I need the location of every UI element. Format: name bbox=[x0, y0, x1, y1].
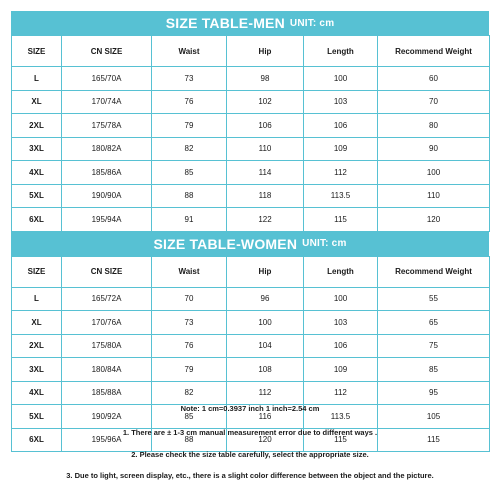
women-title-text: SIZE TABLE-WOMEN bbox=[153, 235, 298, 252]
cell-waist: 91 bbox=[152, 208, 227, 232]
unit-conversion-note: Note: 1 cm=0.3937 inch 1 inch=2.54 cm bbox=[180, 404, 320, 413]
cell-cn-size: 165/70A bbox=[62, 67, 152, 91]
cell-hip: 104 bbox=[227, 334, 304, 358]
cell-weight: 70 bbox=[378, 90, 490, 114]
table-row bbox=[12, 358, 490, 382]
women-unit-label: UNIT: cm bbox=[302, 238, 347, 249]
cell-waist: 70 bbox=[152, 287, 227, 311]
cell-length: 112 bbox=[304, 381, 378, 405]
cell-weight: 85 bbox=[378, 358, 490, 382]
cell-cn-size: 165/72A bbox=[62, 287, 152, 311]
cell-cn-size: 180/84A bbox=[62, 358, 152, 382]
measurement-error-note: 1. There are ± 1-3 cm manual measurement error due to different ways . bbox=[122, 428, 378, 437]
cell-length: 106 bbox=[304, 334, 378, 358]
cell-waist: 79 bbox=[152, 358, 227, 382]
cell-size: 3XL bbox=[12, 137, 62, 161]
table-row bbox=[12, 67, 490, 91]
cell-weight: 95 bbox=[378, 381, 490, 405]
size-chart bbox=[11, 11, 489, 452]
women-header-cn-size: CN SIZE bbox=[62, 256, 152, 287]
cell-waist: 82 bbox=[152, 137, 227, 161]
men-header-row bbox=[12, 36, 490, 67]
men-table-title bbox=[11, 11, 489, 35]
table-row bbox=[12, 311, 490, 335]
table-row bbox=[12, 114, 490, 138]
men-header-cn-size: CN SIZE bbox=[62, 36, 152, 67]
cell-weight: 60 bbox=[378, 67, 490, 91]
cell-cn-size: 180/82A bbox=[62, 137, 152, 161]
women-header-weight: Recommend Weight bbox=[378, 256, 490, 287]
men-size-table bbox=[11, 35, 490, 232]
cell-size: XL bbox=[12, 311, 62, 335]
color-difference-note: 3. Due to light, screen display, etc., there is a slight color difference between the object and the picture. bbox=[66, 471, 434, 480]
men-table-body bbox=[12, 67, 490, 232]
cell-cn-size: 195/96A bbox=[62, 428, 152, 452]
cell-waist: 85 bbox=[152, 405, 227, 429]
cell-waist: 76 bbox=[152, 334, 227, 358]
cell-hip: 98 bbox=[227, 67, 304, 91]
cell-size: 5XL bbox=[12, 184, 62, 208]
cell-weight: 55 bbox=[378, 287, 490, 311]
cell-waist: 85 bbox=[152, 161, 227, 185]
men-header-size: SIZE bbox=[12, 36, 62, 67]
cell-hip: 108 bbox=[227, 358, 304, 382]
cell-weight: 115 bbox=[378, 428, 490, 452]
cell-hip: 120 bbox=[227, 428, 304, 452]
cell-size: XL bbox=[12, 90, 62, 114]
cell-length: 100 bbox=[304, 287, 378, 311]
cell-hip: 102 bbox=[227, 90, 304, 114]
cell-hip: 96 bbox=[227, 287, 304, 311]
cell-weight: 100 bbox=[378, 161, 490, 185]
cell-cn-size: 185/88A bbox=[62, 381, 152, 405]
cell-size: 4XL bbox=[12, 381, 62, 405]
table-row bbox=[12, 208, 490, 232]
cell-size: 6XL bbox=[12, 428, 62, 452]
cell-hip: 110 bbox=[227, 137, 304, 161]
cell-length: 106 bbox=[304, 114, 378, 138]
cell-cn-size: 175/78A bbox=[62, 114, 152, 138]
table-row bbox=[12, 137, 490, 161]
women-table-body bbox=[12, 287, 490, 452]
cell-cn-size: 195/94A bbox=[62, 208, 152, 232]
cell-size: 2XL bbox=[12, 114, 62, 138]
cell-length: 100 bbox=[304, 67, 378, 91]
cell-length: 109 bbox=[304, 137, 378, 161]
table-row bbox=[12, 184, 490, 208]
cell-size: 6XL bbox=[12, 208, 62, 232]
women-header-size: SIZE bbox=[12, 256, 62, 287]
cell-waist: 82 bbox=[152, 381, 227, 405]
cell-length: 103 bbox=[304, 311, 378, 335]
table-row bbox=[12, 334, 490, 358]
cell-hip: 122 bbox=[227, 208, 304, 232]
cell-hip: 112 bbox=[227, 381, 304, 405]
women-size-table bbox=[11, 256, 490, 453]
cell-weight: 80 bbox=[378, 114, 490, 138]
women-table-title bbox=[11, 232, 489, 256]
men-title-text: SIZE TABLE-MEN bbox=[165, 15, 285, 31]
men-header-waist: Waist bbox=[152, 36, 227, 67]
women-header-length: Length bbox=[304, 256, 378, 287]
table-row bbox=[12, 287, 490, 311]
cell-length: 115 bbox=[304, 428, 378, 452]
cell-size: 5XL bbox=[12, 405, 62, 429]
cell-cn-size: 190/92A bbox=[62, 405, 152, 429]
men-header-length: Length bbox=[304, 36, 378, 67]
cell-length: 109 bbox=[304, 358, 378, 382]
women-header-hip: Hip bbox=[227, 256, 304, 287]
men-header-weight: Recommend Weight bbox=[378, 36, 490, 67]
table-row bbox=[12, 161, 490, 185]
cell-size: L bbox=[12, 67, 62, 91]
cell-weight: 120 bbox=[378, 208, 490, 232]
cell-hip: 118 bbox=[227, 184, 304, 208]
cell-weight: 75 bbox=[378, 334, 490, 358]
cell-cn-size: 170/76A bbox=[62, 311, 152, 335]
cell-cn-size: 190/90A bbox=[62, 184, 152, 208]
cell-cn-size: 175/80A bbox=[62, 334, 152, 358]
women-header-waist: Waist bbox=[152, 256, 227, 287]
cell-weight: 110 bbox=[378, 184, 490, 208]
cell-weight: 105 bbox=[378, 405, 490, 429]
cell-waist: 73 bbox=[152, 311, 227, 335]
cell-weight: 90 bbox=[378, 137, 490, 161]
cell-size: L bbox=[12, 287, 62, 311]
cell-waist: 73 bbox=[152, 67, 227, 91]
cell-size: 3XL bbox=[12, 358, 62, 382]
cell-weight: 65 bbox=[378, 311, 490, 335]
size-check-note: 2. Please check the size table carefully, select the appropriate size. bbox=[131, 450, 369, 459]
cell-hip: 100 bbox=[227, 311, 304, 335]
cell-size: 4XL bbox=[12, 161, 62, 185]
cell-cn-size: 185/86A bbox=[62, 161, 152, 185]
men-unit-label: UNIT: cm bbox=[289, 17, 335, 29]
cell-waist: 88 bbox=[152, 428, 227, 452]
cell-length: 115 bbox=[304, 208, 378, 232]
cell-size: 2XL bbox=[12, 334, 62, 358]
cell-length: 113.5 bbox=[304, 405, 378, 429]
cell-length: 113.5 bbox=[304, 184, 378, 208]
cell-length: 103 bbox=[304, 90, 378, 114]
cell-hip: 106 bbox=[227, 114, 304, 138]
cell-waist: 88 bbox=[152, 184, 227, 208]
women-header-row bbox=[12, 256, 490, 287]
cell-waist: 76 bbox=[152, 90, 227, 114]
cell-cn-size: 170/74A bbox=[62, 90, 152, 114]
men-header-hip: Hip bbox=[227, 36, 304, 67]
cell-waist: 79 bbox=[152, 114, 227, 138]
cell-hip: 114 bbox=[227, 161, 304, 185]
cell-hip: 116 bbox=[227, 405, 304, 429]
table-row bbox=[12, 90, 490, 114]
table-row bbox=[12, 381, 490, 405]
cell-length: 112 bbox=[304, 161, 378, 185]
